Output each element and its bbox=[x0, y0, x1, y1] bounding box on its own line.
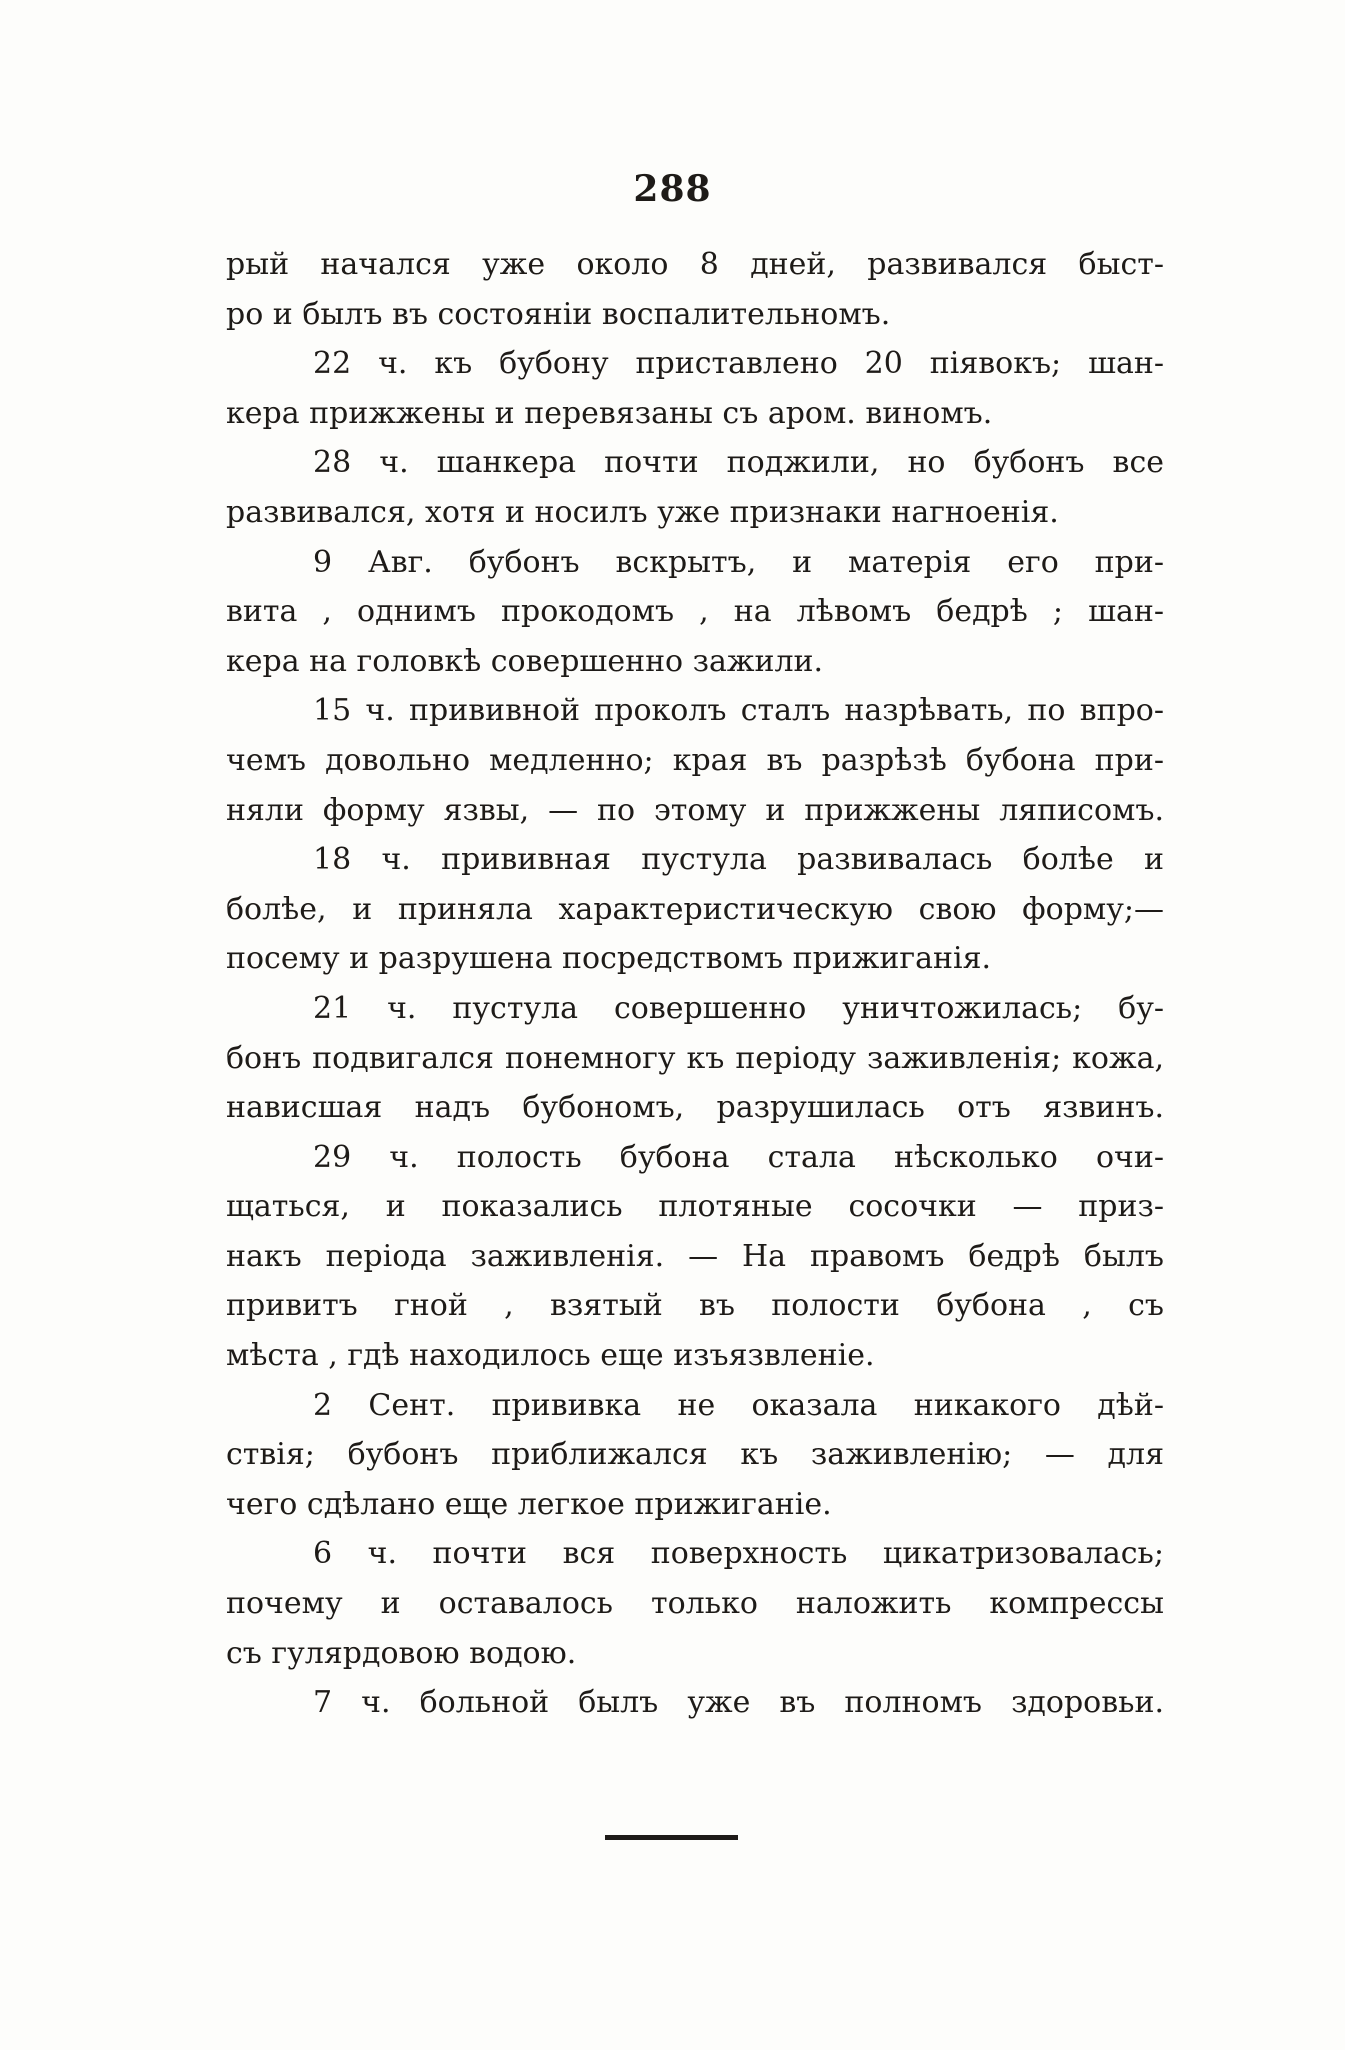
text-line: нависшая надъ бубономъ, разрушилась отъ язвинъ. bbox=[226, 1090, 1164, 1126]
end-rule bbox=[605, 1835, 738, 1840]
text-line: 15 ч. прививной проколъ сталъ назрѣвать, по впро- bbox=[313, 693, 1164, 729]
body-text bbox=[226, 240, 1164, 1728]
text-line: 18 ч. прививная пустула развивалась болѣе и bbox=[313, 842, 1164, 878]
text-line: 22 ч. къ бубону приставлено 20 піявокъ; шан- bbox=[313, 346, 1164, 382]
text-line: 7 ч. больной былъ уже въ полномъ здоровьи. bbox=[313, 1685, 1164, 1721]
text-line: вита , однимъ прокодомъ , на лѣвомъ бедрѣ ; шан- bbox=[226, 594, 1164, 630]
text-line: съ гулярдовою водою. bbox=[226, 1635, 577, 1671]
text-line: рый начался уже около 8 дней, развивался быст- bbox=[226, 247, 1164, 282]
page-number: 288 bbox=[633, 168, 712, 210]
text-line: болѣе, и приняла характеристическую свою форму;— bbox=[226, 891, 1164, 927]
text-line: няли форму язвы, — по этому и прижжены ляписомъ. bbox=[226, 792, 1164, 828]
text-line: чемъ довольно медленно; края въ разрѣзѣ бубона при- bbox=[226, 742, 1164, 778]
text-line: 29 ч. полость бубона стала нѣсколько очи- bbox=[313, 1139, 1164, 1175]
text-line: накъ періода заживленія. — На правомъ бедрѣ былъ bbox=[226, 1238, 1164, 1274]
text-line: привитъ гной , взятый въ полости бубона , съ bbox=[226, 1288, 1164, 1324]
text-line: 28 ч. шанкера почти поджили, но бубонъ все bbox=[313, 445, 1164, 481]
text-line: 21 ч. пустула совершенно уничтожилась; бу- bbox=[313, 990, 1164, 1026]
text-line: развивался, хотя и носилъ уже признаки нагноенія. bbox=[226, 494, 1059, 530]
text-line: 2 Сент. прививка не оказала никакого дѣй- bbox=[313, 1387, 1164, 1423]
text-line: посему и разрушена посредствомъ прижиганія. bbox=[226, 941, 992, 977]
text-line: бонъ подвигался понемногу къ періоду заживленія; кожа, bbox=[226, 1040, 1164, 1076]
text-line: щаться, и показались плотяные сосочки — приз- bbox=[226, 1189, 1164, 1225]
text-line: почему и оставалось только наложить компрессы bbox=[226, 1586, 1164, 1622]
text-line: кера прижжены и перевязаны съ аром. виномъ. bbox=[226, 395, 993, 431]
text-line: ствія; бубонъ приближался къ заживленію; — для bbox=[226, 1437, 1164, 1473]
text-line: 6 ч. почти вся поверхность цикатризовалась; bbox=[313, 1536, 1164, 1572]
text-line: чего сдѣлано еще легкое прижиганіе. bbox=[226, 1486, 832, 1522]
text-line: 9 Авг. бубонъ вскрытъ, и матерія его при- bbox=[313, 544, 1164, 580]
text-line: ро и былъ въ состояніи воспалительномъ. bbox=[226, 296, 891, 332]
text-line: мѣста , гдѣ находилось еще изъязвленіе. bbox=[226, 1338, 875, 1374]
text-line: кера на головкѣ совершенно зажили. bbox=[226, 643, 824, 679]
